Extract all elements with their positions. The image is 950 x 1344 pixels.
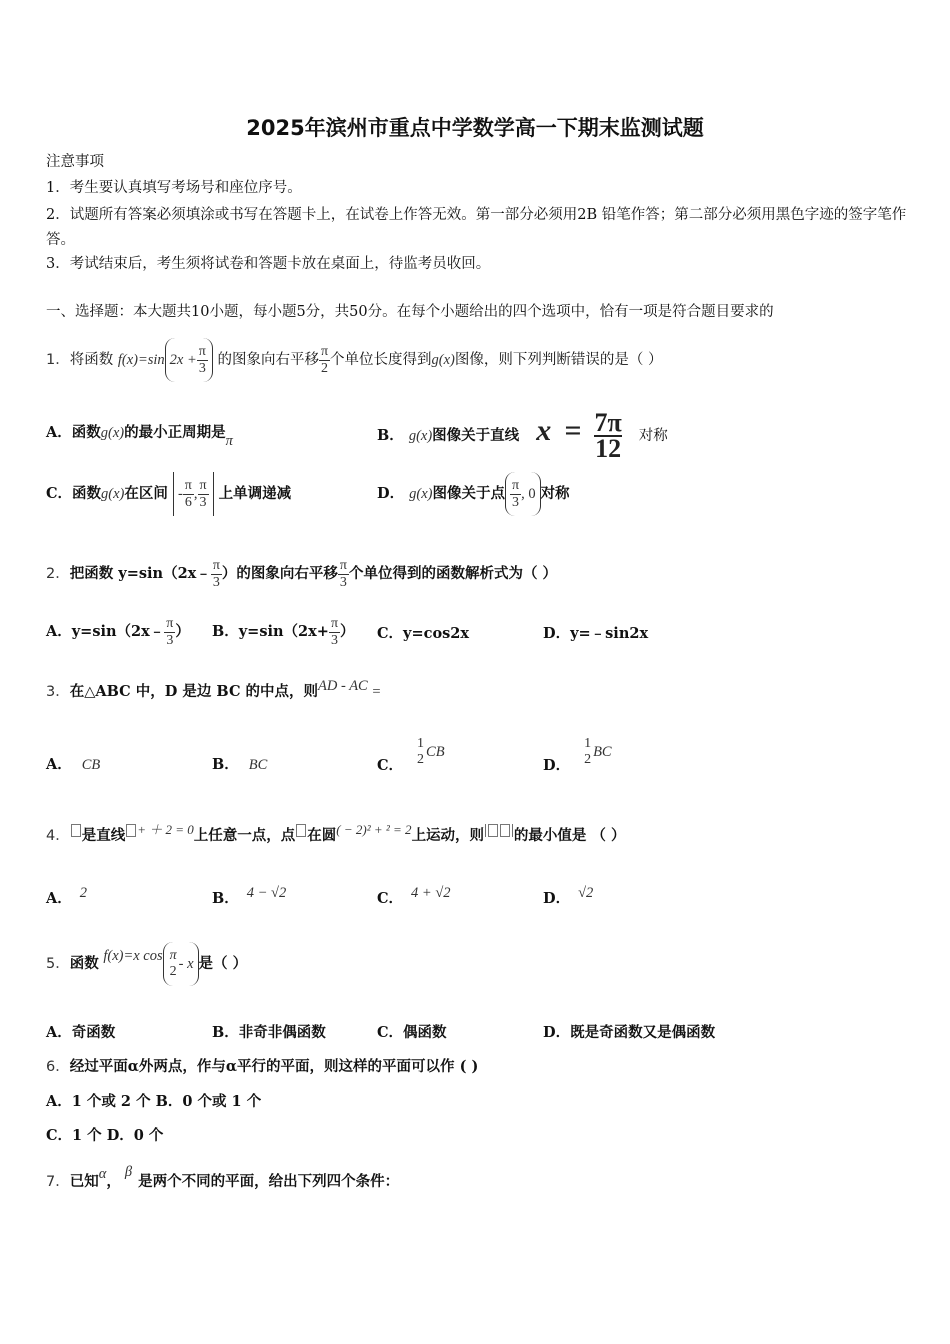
q4-abs: | | xyxy=(484,822,514,838)
option-text: 图像关于直线 xyxy=(432,427,520,444)
option-label: B． xyxy=(377,427,404,444)
frac xyxy=(582,736,593,768)
q5-function: f(x)=x cos xyxy=(103,948,163,964)
question-number: 7． xyxy=(46,1174,70,1190)
frac-den: 3 xyxy=(164,632,175,649)
frac-num: 1 xyxy=(417,736,425,751)
q1-g: g(x) xyxy=(431,352,455,368)
question-5 xyxy=(46,942,247,986)
question-6 xyxy=(46,1057,478,1077)
option-math: - xyxy=(177,486,183,502)
frac-den: 2 xyxy=(584,752,592,767)
q3-option-d[interactable] xyxy=(543,730,612,774)
q1-text-1: 将函数 xyxy=(69,352,114,368)
q1-text-2: 的图象向右平移 xyxy=(217,352,319,368)
question-4 xyxy=(46,822,626,846)
q4-option-c[interactable] xyxy=(377,885,451,909)
frac xyxy=(183,478,194,511)
option-label: D． xyxy=(377,485,405,502)
option-label: B． xyxy=(212,756,239,773)
frac-den: 3 xyxy=(211,574,222,591)
q7-text-1: 已知 xyxy=(69,1173,99,1190)
frac-den: 6 xyxy=(183,494,194,511)
option-label: A． xyxy=(46,756,72,773)
question-2 xyxy=(46,552,557,596)
q1-c-interval xyxy=(173,472,214,516)
q3-option-b[interactable] xyxy=(212,755,267,775)
option-label: C． xyxy=(46,485,73,502)
q1-option-b[interactable] xyxy=(377,409,668,461)
q5-minus-x: - x xyxy=(178,956,194,972)
q4-text-4: 上运动，则 xyxy=(411,827,485,844)
option-label: C． xyxy=(377,890,404,907)
q4-option-a[interactable] xyxy=(46,885,88,909)
option-math: , 0 xyxy=(521,486,536,502)
frac xyxy=(329,616,340,649)
placeholder-glyph xyxy=(488,824,498,837)
q4-circle-eq: ( − 2)² + ² = 2 xyxy=(336,822,412,837)
option-text: A．y=sin（2x﹣ xyxy=(46,623,165,640)
option-math: √2 xyxy=(578,885,594,901)
q4-text-3: 在圆 xyxy=(307,827,337,844)
option-math: 4 + √2 xyxy=(411,885,451,901)
q1-b-frac xyxy=(594,408,622,463)
option-text: B．y=sin（2x+ xyxy=(212,623,329,640)
q7-comma: ， xyxy=(106,1173,121,1190)
option-math: CB xyxy=(81,757,101,773)
q3-option-c[interactable] xyxy=(377,730,445,774)
q1-paren xyxy=(165,338,213,382)
frac xyxy=(164,616,175,649)
frac-num: π xyxy=(212,557,220,573)
frac-num: 1 xyxy=(584,736,592,751)
option-label: D． xyxy=(543,890,571,907)
frac-num: π xyxy=(199,477,207,493)
q1-text-3: 个单位长度得到 xyxy=(330,352,432,368)
q1-option-d[interactable] xyxy=(377,472,570,516)
option-math: = xyxy=(564,414,582,447)
question-number: 3． xyxy=(46,684,70,700)
q6-text: 经过平面α外两点，作与α平行的平面，则这样的平面可以作 ( ) xyxy=(69,1058,479,1075)
notice-item-2: 2．试题所有答案必须填涂或书写在答题卡上，在试卷上作答无效。第一部分必须用2B 铅笔作答；第二部分必须用黑色字迹的签字笔作答。 xyxy=(46,207,907,248)
q1-shift-frac xyxy=(319,344,330,377)
q7-text-2: 是两个不同的平面，给出下列四个条件： xyxy=(138,1173,400,1190)
frac xyxy=(198,478,209,511)
option-label: A． xyxy=(46,424,72,441)
option-math: g(x) xyxy=(101,486,125,502)
frac-den: 3 xyxy=(198,494,209,511)
frac xyxy=(211,558,222,591)
option-label: D． xyxy=(543,757,571,774)
q5-option-c[interactable]: C．偶函数 xyxy=(377,1024,447,1041)
q2-option-a[interactable] xyxy=(46,610,190,654)
q6-options-cd[interactable]: C．1 个 D．0 个 xyxy=(46,1127,164,1144)
notice-heading: 注意事项 xyxy=(46,154,104,170)
question-number: 5． xyxy=(46,956,70,972)
question-3 xyxy=(46,678,381,702)
option-math: x xyxy=(536,414,552,447)
frac-den: 2 xyxy=(319,360,330,377)
frac-den: 2 xyxy=(169,964,177,979)
option-text: 对称 xyxy=(638,428,668,444)
option-label: C． xyxy=(377,757,404,774)
question-number: 6． xyxy=(46,1059,70,1075)
option-math: CB xyxy=(426,744,445,760)
q2-text-2: ）的图象向右平移 xyxy=(221,565,338,582)
frac-den: 3 xyxy=(329,632,340,649)
frac-num: π xyxy=(320,343,329,359)
option-text: 图像关于点 xyxy=(432,485,505,502)
page-title: 2025年滨州市重点中学数学高一下期末监测试题 xyxy=(246,116,704,140)
q3-option-a[interactable] xyxy=(46,755,100,775)
q3-expression: AD - AC xyxy=(318,678,368,694)
frac xyxy=(415,736,426,768)
q5-text-2: 是（ ） xyxy=(198,955,248,972)
notice-item-1: 1．考生要认真填写考场号和座位序号。 xyxy=(46,180,302,196)
placeholder-glyph xyxy=(126,824,136,837)
q1-frac xyxy=(197,344,208,377)
option-math: BC xyxy=(248,757,268,773)
frac-num: π xyxy=(184,477,192,493)
placeholder-glyph xyxy=(296,824,306,837)
frac-den: 3 xyxy=(338,574,349,591)
q3-text: 在△ABC 中，D 是边 BC 的中点，则 xyxy=(69,683,319,700)
frac-den: 2 xyxy=(417,752,425,767)
option-label: A． xyxy=(46,890,72,907)
q4-text-5: 的最小值是 （ ） xyxy=(513,827,626,844)
q2-option-c[interactable]: C．y=cos2x xyxy=(377,625,470,642)
option-math: BC xyxy=(593,744,612,760)
q4-line-eq: + ＋ 2 = 0 xyxy=(137,822,194,837)
q5-option-d[interactable]: D．既是奇函数又是偶函数 xyxy=(543,1024,716,1041)
frac-num: π xyxy=(166,615,174,631)
question-number: 4． xyxy=(46,828,70,844)
q4-text-1: 是直线 xyxy=(81,827,126,844)
q2-option-d[interactable]: D．y=﹣sin2x xyxy=(543,625,649,642)
option-text: ） xyxy=(175,623,190,640)
q4-text-2: 上任意一点，点 xyxy=(193,827,296,844)
q2-text-3: 个单位得到的函数解析式为（ ） xyxy=(348,565,558,582)
q5-option-b[interactable]: B．非奇非偶函数 xyxy=(212,1024,326,1041)
frac-num: π xyxy=(198,343,206,359)
option-math: g(x) xyxy=(408,428,433,444)
frac-num: 7π xyxy=(594,408,622,437)
q1-arg: 2x + xyxy=(169,352,197,368)
frac xyxy=(168,948,179,980)
q3-equals: = xyxy=(372,684,381,700)
frac-num: π xyxy=(511,477,520,493)
q5-text-1: 函数 xyxy=(69,955,99,972)
q5-paren xyxy=(163,942,199,986)
q4-option-b[interactable] xyxy=(212,885,287,909)
frac xyxy=(510,478,521,511)
q2-option-b[interactable] xyxy=(212,610,355,654)
q7-alpha: α xyxy=(98,1166,107,1182)
q1-function: f(x)=sin xyxy=(117,352,165,368)
q2-text-1: 把函数 y=sin（2x﹣ xyxy=(69,565,211,582)
question-number: 1． xyxy=(46,352,70,368)
option-text: 函数 xyxy=(72,485,102,502)
q7-beta: β xyxy=(124,1164,133,1180)
frac-num: π xyxy=(169,948,177,963)
frac-den: 12 xyxy=(595,434,622,463)
q1-option-a[interactable] xyxy=(46,423,233,449)
option-math: g(x) xyxy=(409,486,433,502)
q1-text-4: 图像，则下列判断错误的是（ ） xyxy=(454,352,663,368)
question-7 xyxy=(46,1164,400,1192)
frac-den: 3 xyxy=(197,360,208,377)
frac xyxy=(338,558,349,591)
q1-d-point xyxy=(505,472,541,516)
frac-den: 3 xyxy=(510,494,521,511)
option-math: 4 − √2 xyxy=(246,885,287,901)
notice-item-3: 3．考试结束后，考生须将试卷和答题卡放在桌面上，待监考员收回。 xyxy=(46,256,491,272)
placeholder-glyph xyxy=(71,824,81,837)
q1-option-c[interactable] xyxy=(46,472,291,516)
placeholder-glyph xyxy=(500,824,510,837)
option-text: 在区间 xyxy=(124,485,168,502)
q4-option-d[interactable] xyxy=(543,885,594,909)
option-label: B． xyxy=(212,890,239,907)
question-1 xyxy=(46,338,663,382)
option-text: ） xyxy=(340,623,355,640)
section-heading: 一、选择题：本大题共10小题，每小题5分，共50分。在每个小题给出的四个选项中，恰有一项是符合题目要求的 xyxy=(46,304,774,320)
option-math: g(x) xyxy=(100,425,125,441)
option-text: 对称 xyxy=(540,485,570,502)
question-number: 2． xyxy=(46,566,70,582)
option-text: 上单调递减 xyxy=(218,485,292,502)
option-text: 函数 xyxy=(71,424,101,441)
frac-num: π xyxy=(330,615,339,631)
q6-options-ab[interactable]: A．1 个或 2 个 B．0 个或 1 个 xyxy=(46,1093,262,1110)
option-math: 2 xyxy=(79,885,88,901)
frac-num: π xyxy=(339,557,347,573)
option-text: 的最小正周期是 xyxy=(124,424,226,441)
option-math: , xyxy=(193,486,198,502)
option-math: π xyxy=(225,433,233,449)
q5-option-a[interactable]: A．奇函数 xyxy=(46,1024,116,1041)
